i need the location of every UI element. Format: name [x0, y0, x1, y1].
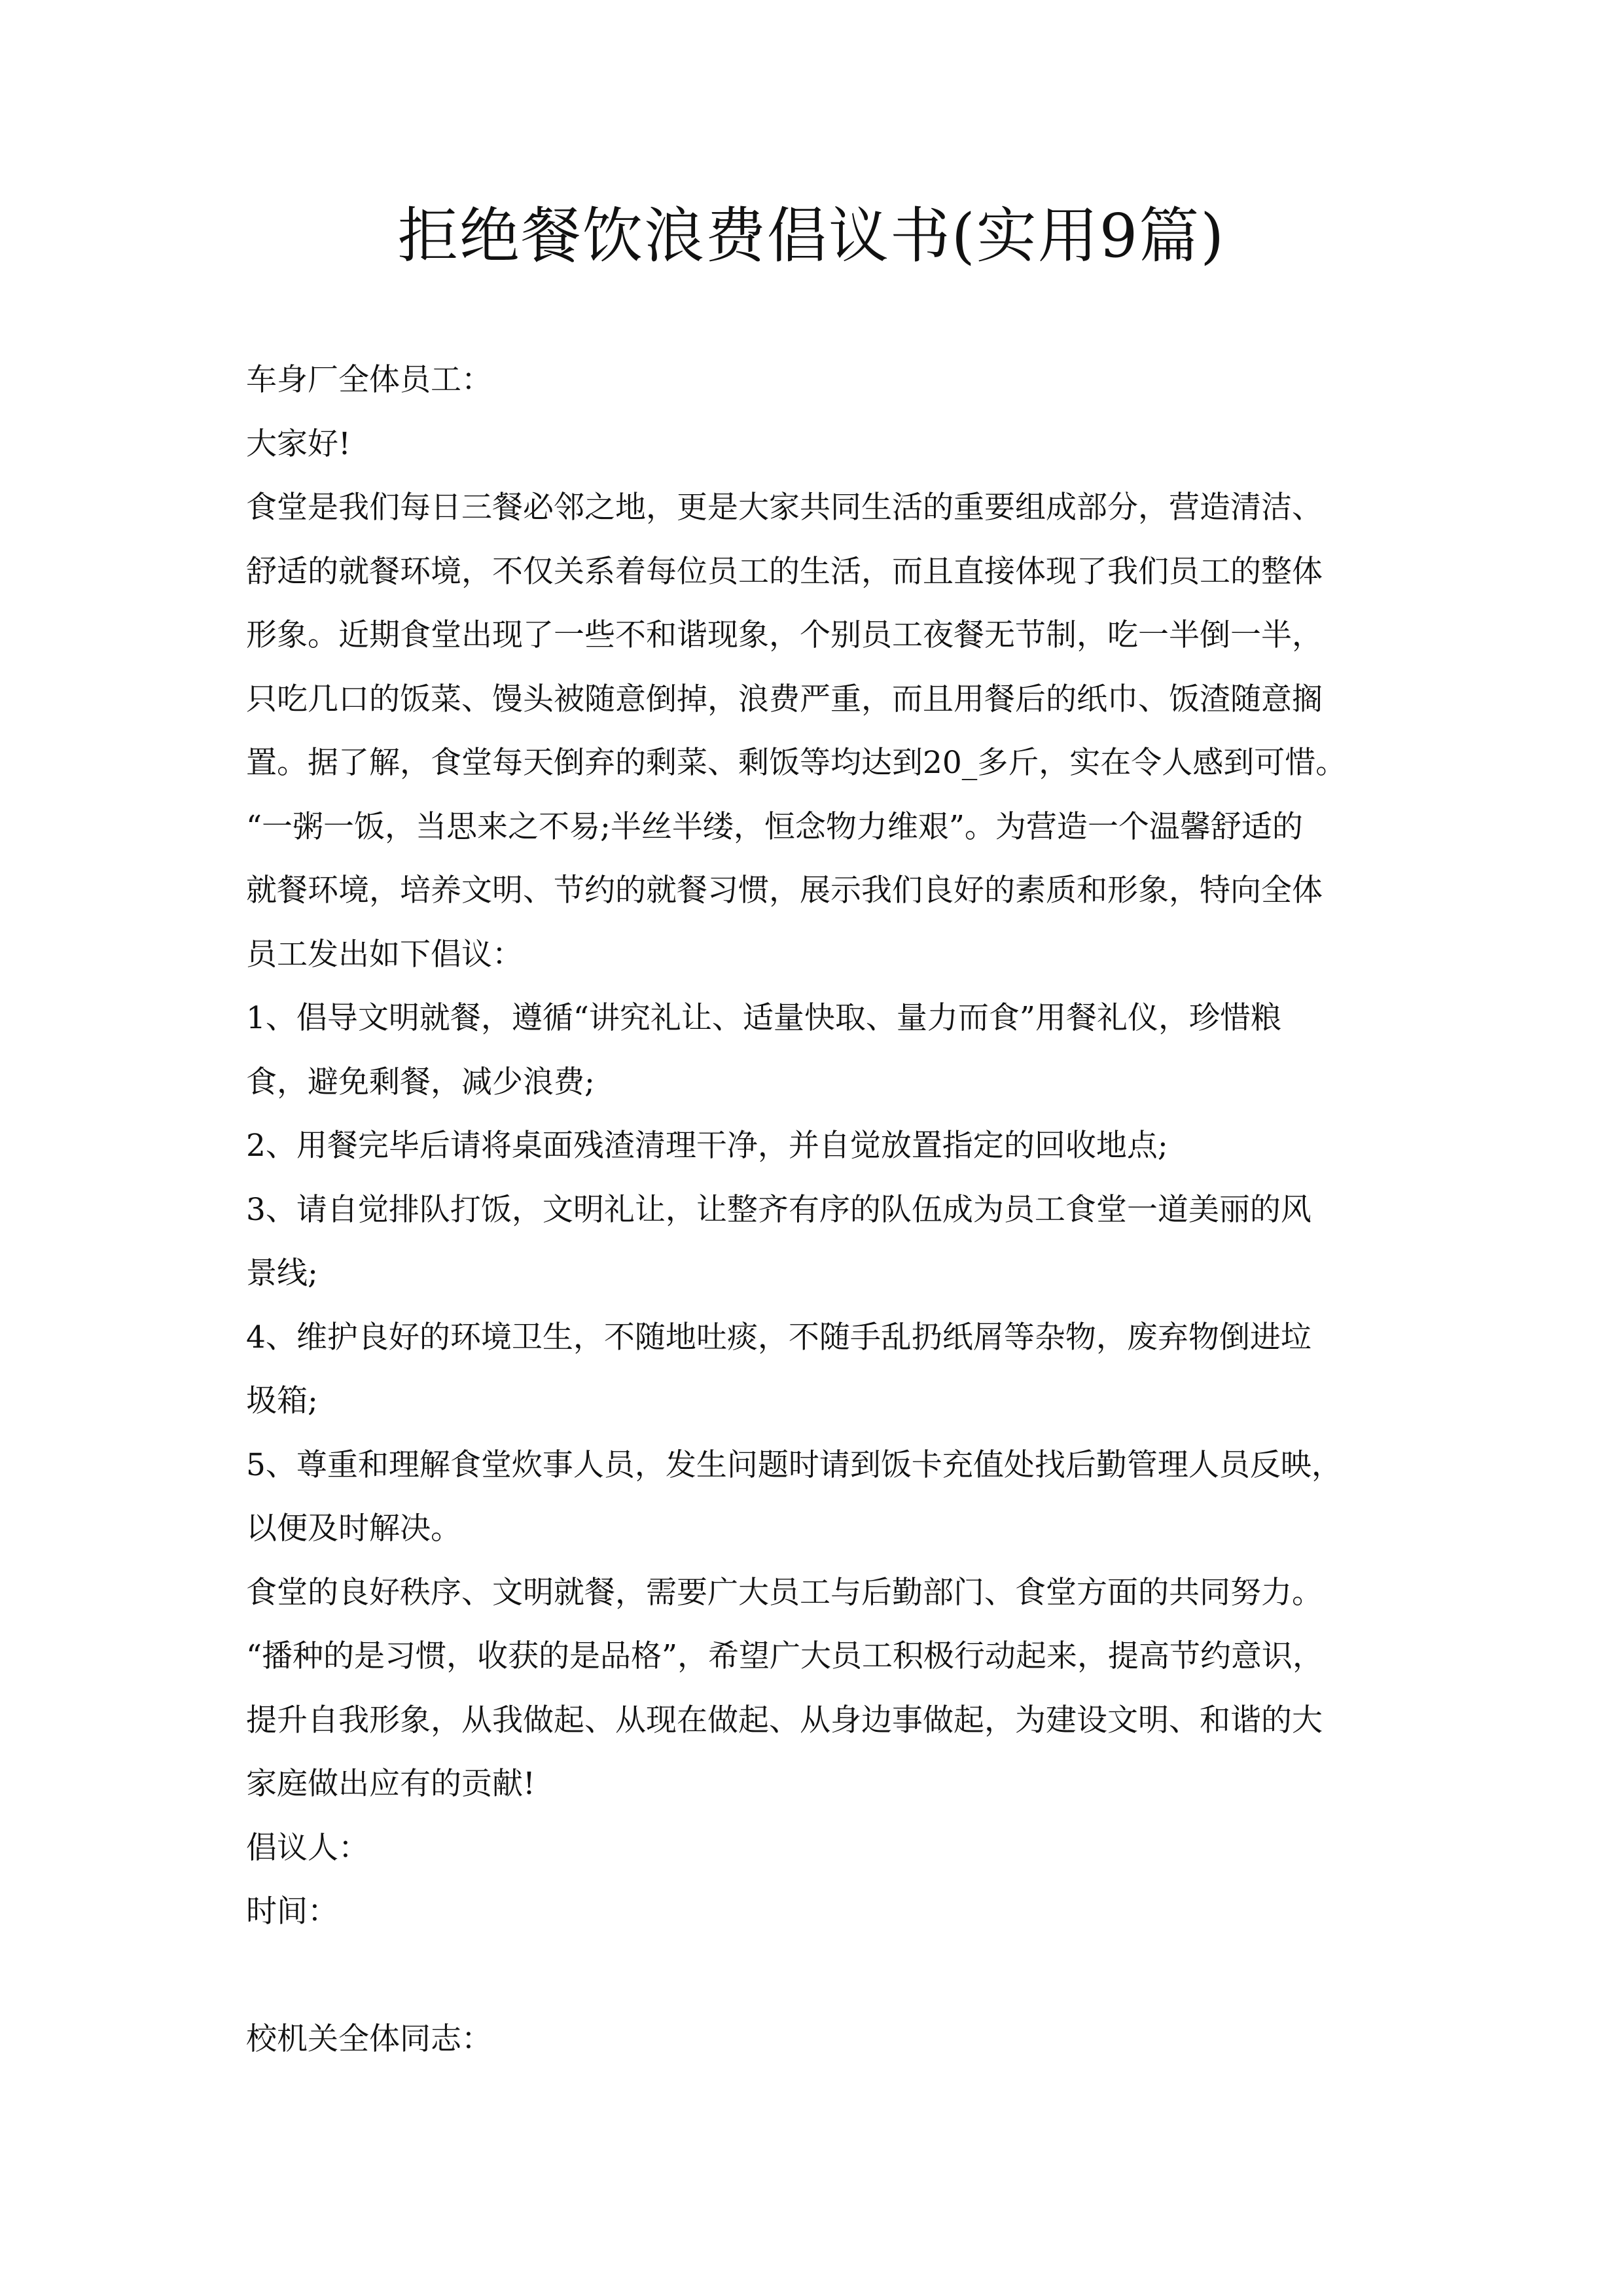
- body-line: 形象。近期食堂出现了一些不和谐现象，个别员工夜餐无节制，吃一半倒一半，: [246, 617, 1323, 653]
- body-line: 员工发出如下倡议：: [246, 936, 523, 973]
- body-line: 5、尊重和理解食堂炊事人员，发生问题时请到饭卡充值处找后勤管理人员反映，: [246, 1446, 1342, 1483]
- body-line: 2、用餐完毕后请将桌面残渣清理干净，并自觉放置指定的回收地点;: [246, 1128, 1168, 1164]
- body-line: 3、请自觉排队打饭，文明礼让，让整齐有序的队伍成为员工食堂一道美丽的风: [246, 1191, 1311, 1228]
- body-line: 就餐环境，培养文明、节约的就餐习惯，展示我们良好的素质和形象，特向全体: [246, 872, 1323, 908]
- body-line: 只吃几口的饭菜、馒头被随意倒掉，浪费严重，而且用餐后的纸巾、饭渣随意搁: [246, 681, 1323, 717]
- body-line: 校机关全体同志：: [246, 2021, 492, 2057]
- body-line: 家庭做出应有的贡献!: [246, 1766, 535, 1802]
- body-line: 圾箱;: [246, 1383, 318, 1419]
- document-title: 拒绝餐饮浪费倡议书(实用9篇): [397, 201, 1226, 271]
- body-line: 提升自我形象，从我做起、从现在做起、从身边事做起，为建设文明、和谐的大: [246, 1702, 1323, 1738]
- body-line: 大家好!: [246, 425, 351, 462]
- blank-line: [246, 1944, 1398, 2008]
- body-line: 4、维护良好的环境卫生，不随地吐痰，不随手乱扔纸屑等杂物，废弃物倒进垃: [246, 1319, 1311, 1355]
- body-line: 食，避免剩餐，减少浪费;: [246, 1064, 595, 1100]
- body-line: 食堂是我们每日三餐必邻之地，更是大家共同生活的重要组成部分，营造清洁、: [246, 490, 1323, 526]
- body-line: 倡议人：: [246, 1829, 369, 1866]
- body-line: 食堂的良好秩序、文明就餐，需要广大员工与后勤部门、食堂方面的共同努力。: [246, 1574, 1323, 1611]
- body-line: 置。据了解，食堂每天倒弃的剩菜、剩饭等均达到20_多斤，实在令人感到可惜。: [246, 745, 1347, 781]
- body-line: 1、倡导文明就餐，遵循“讲究礼让、适量快取、量力而食”用餐礼仪，珍惜粮: [246, 1000, 1281, 1036]
- document-body: [246, 348, 1398, 2072]
- body-line: 舒适的就餐环境，不仅关系着每位员工的生活，而且直接体现了我们员工的整体: [246, 553, 1323, 590]
- body-line: 车身厂全体员工：: [246, 362, 492, 398]
- body-line: “播种的是习惯，收获的是品格”，希望广大员工积极行动起来，提高节约意识，: [246, 1638, 1324, 1674]
- body-line: 景线;: [246, 1255, 318, 1291]
- body-line: 以便及时解决。: [246, 1511, 461, 1547]
- body-line: 时间：: [246, 1893, 338, 1929]
- body-line: “一粥一饭，当思来之不易;半丝半缕，恒念物力维艰”。为营造一个温馨舒适的: [246, 808, 1303, 845]
